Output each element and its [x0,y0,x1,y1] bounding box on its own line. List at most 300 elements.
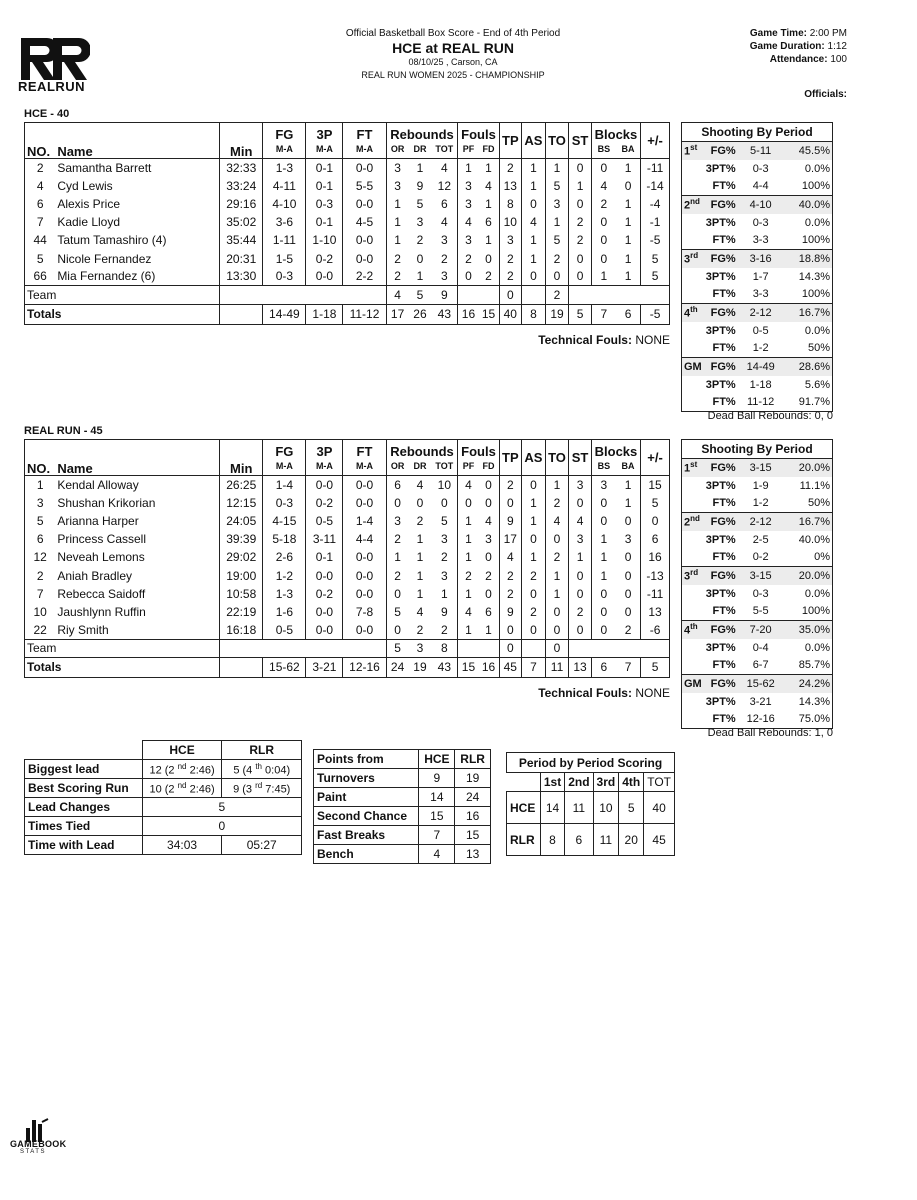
stat-tot: 4 [431,213,458,231]
sbp-stat-label: FT% [712,342,736,355]
period-col-header: 4th [619,773,644,792]
stat-pf: 1 [458,530,479,548]
date-location: 08/10/25 , Carson, CA [408,57,498,67]
stat-bs: 2 [591,195,616,213]
sbp-row [682,495,833,513]
stat-as: 0 [522,268,546,286]
player-number: 4 [25,177,56,195]
stat-pf: 1 [458,585,479,603]
stat-tp3: 1-10 [306,231,343,249]
stat-ft: 2-2 [343,268,386,286]
sbp-stat-label: FG% [703,459,737,477]
stat-plus-minus: -11 [641,159,670,177]
col-to: TO [545,123,568,159]
game-duration: 1:12 [827,41,847,52]
val: 2:46) [186,783,215,796]
sbp-stat-label: FG% [703,196,737,214]
hce-shooting-by-period [681,122,833,412]
stat-fd: 6 [478,213,499,231]
empty-cell [458,639,499,657]
stat-ba: 1 [616,213,641,231]
points-from-row [314,788,491,807]
sbp-percentage: 11.1% [799,479,830,492]
attendance: 100 [830,54,847,65]
sbp-row [682,376,833,394]
stat-to: 2 [545,548,568,566]
stat-or: 0 [386,494,409,512]
col-no: NO. [25,123,56,159]
sbp-made-attempted: 4-4 [752,180,769,193]
total-pf: 15 [458,657,479,677]
points-from-row [314,845,491,864]
stat-dr: 2 [416,513,424,528]
col-hce: HCE [419,750,455,769]
sup: rd [255,780,263,790]
player-name: Cyd Lewis [55,177,219,195]
stat-or: 3 [386,177,409,195]
stat-st: 0 [569,585,592,603]
total-to: 19 [545,304,568,324]
gamebook-sub: STATS [20,1149,46,1155]
sbp-made-attempted: 3-15 [737,567,785,585]
rlr-biggest-lead [222,760,302,779]
col-to: TO [545,440,568,476]
stat-as: 1 [522,512,546,530]
sbp-stat-label: 3PT% [705,695,736,708]
sbp-made-attempted: 3-21 [749,695,772,708]
stat-st: 2 [569,603,592,621]
box-header [25,440,670,476]
sbp-period [682,178,703,196]
sbp-row [682,322,833,340]
stat-ba: 1 [616,494,641,512]
stat-pf: 1 [458,548,479,566]
stat-fd: 1 [478,195,499,213]
stat-min: 29:02 [220,548,263,566]
col-st: ST [569,440,592,476]
sbp-period [682,196,703,214]
stat-fg: 2-6 [263,548,306,566]
col-rlr: RLR [222,741,302,760]
sbp-percentage: 14.3% [798,270,830,283]
sbp-stat-label: FT% [712,396,736,409]
total-dr: 26 [409,304,432,324]
sbp-stat-label: FG% [703,675,737,693]
sbp-stat-label: 3PT% [705,162,736,175]
stat-min: 12:15 [220,494,263,512]
sbp-period [682,675,703,693]
total-fd: 16 [478,657,499,677]
empty-cell [522,639,546,657]
stat-plus-minus: 15 [641,476,670,494]
player-row [25,566,670,584]
stat-ba: 0 [616,566,641,584]
period-score: 6 [565,824,593,856]
stat-as: 1 [522,177,546,195]
stat-tot: 5 [431,512,458,530]
sbp-percentage: 40.0% [785,196,833,214]
player-name: Shushan Krikorian [55,494,219,512]
stat-plus-minus: 6 [641,530,670,548]
player-row [25,476,670,494]
period-col-header: TOT [644,773,675,792]
sbp-percentage: 24.2% [785,675,833,693]
sbp-stat-label: 3PT% [705,216,736,229]
stat-min: 22:19 [220,603,263,621]
stat-to: 0 [545,268,568,286]
stat-tp: 17 [499,530,522,548]
player-number: 1 [25,476,56,494]
col-fg: FG [263,123,306,141]
period-suffix: st [690,460,698,470]
sbp-made-attempted: 14-49 [737,358,785,376]
game-meta [750,27,847,66]
sbp-row [682,142,833,160]
player-name: Neveah Lemons [55,548,219,566]
sub-tot: TOT [431,141,458,159]
sbp-row [682,513,833,531]
period-score: 11 [593,824,619,856]
stat-min: 16:18 [220,621,263,639]
val: 10 (2 [149,783,178,796]
sbp-made-attempted: 3-3 [752,288,769,301]
sbp-period [682,585,703,603]
sbp-row [682,459,833,477]
hce-team-title: HCE - 40 [24,108,70,120]
sbp-row [682,567,833,585]
empty-cell [522,286,546,304]
sbp-made-attempted: 1-2 [752,497,769,510]
total-fg: 14-49 [263,304,306,324]
sbp-stat-label: FT% [712,713,736,726]
team-dr: 3 [409,639,432,657]
stat-st: 3 [569,476,592,494]
stat-min: 19:00 [220,566,263,584]
stat-fd: 3 [478,530,499,548]
points-from-hce: 9 [419,769,455,788]
col-tp: TP [499,440,522,476]
points-from-rlr: 24 [455,788,491,807]
sbp-row [682,711,833,729]
sub-fg-ma: M-A [263,458,306,476]
sbp-percentage: 100% [801,605,830,618]
stat-pf: 2 [458,566,479,584]
sbp-made-attempted: 1-2 [752,342,769,355]
total-to: 11 [545,657,568,677]
sbp-period [682,358,703,376]
sbp-stat-label: 3PT% [705,378,736,391]
col-as: AS [522,123,546,159]
stat-min: 13:30 [220,268,263,286]
stat-plus-minus: 5 [641,268,670,286]
player-name: Kendal Alloway [55,476,219,494]
col-rebounds: Rebounds [386,123,458,141]
totals-row [25,657,670,677]
stat-tot: 12 [431,177,458,195]
stat-ba: 1 [616,231,641,249]
period-score: 11 [565,792,593,824]
stat-fg: 4-11 [263,177,306,195]
total-plus-minus: -5 [641,304,670,324]
stat-ba: 1 [616,476,641,494]
time-with-lead-row [25,836,302,855]
sbp-made-attempted: 12-16 [746,713,775,726]
stat-tp3: 0-0 [306,621,343,639]
team-row [25,639,670,657]
stat-label: Time with Lead [25,836,143,855]
col-fouls: Fouls [458,440,499,458]
stat-tp3: 0-3 [306,195,343,213]
stat-bs: 1 [591,566,616,584]
stat-bs: 1 [591,268,616,286]
team-tot: 9 [431,286,458,304]
stat-pf: 0 [458,494,479,512]
stat-as: 0 [522,195,546,213]
stat-or: 0 [386,585,409,603]
stat-tp: 2 [499,159,522,177]
player-row [25,585,670,603]
player-name: Tatum Tamashiro (4) [55,231,219,249]
sbp-period [682,495,703,513]
stat-fd: 2 [478,268,499,286]
sub-dr: DR [409,458,432,476]
period-team-row [507,824,675,856]
stat-tot: 6 [431,195,458,213]
period-suffix: th [690,622,698,632]
points-from-label: Second Chance [314,807,419,826]
stat-fd: 0 [478,249,499,267]
best-run-row [25,779,302,798]
stat-as: 4 [522,213,546,231]
rr-dead-ball-rebounds: Dead Ball Rebounds: 1, 0 [707,727,833,739]
stat-as: 1 [522,548,546,566]
stat-tp: 4 [499,548,522,566]
points-from-hce: 14 [419,788,455,807]
player-number: 3 [25,494,56,512]
rlr-best-run [222,779,302,798]
col-min: Min [220,123,263,159]
stat-fd: 6 [478,603,499,621]
sbp-stat-label: FT% [712,288,736,301]
period-header-row [507,773,675,792]
stat-fg: 4-10 [263,195,306,213]
sub-ba: BA [616,458,641,476]
team-or: 5 [386,639,409,657]
stat-tot: 0 [431,494,458,512]
player-number: 5 [25,512,56,530]
lead-changes-value: 5 [142,798,301,817]
stat-tp3: 0-1 [306,548,343,566]
col-fouls: Fouls [458,123,499,141]
player-number: 2 [25,566,56,584]
stat-tp: 2 [499,585,522,603]
points-from-row [314,826,491,845]
stat-min: 10:58 [220,585,263,603]
stat-to: 5 [545,231,568,249]
stat-ft: 0-0 [343,566,386,584]
stat-st: 0 [569,566,592,584]
stat-or: 3 [386,159,409,177]
rr-team-title: REAL RUN - 45 [24,425,103,437]
stat-bs: 0 [591,494,616,512]
stat-or: 1 [386,195,409,213]
sub-pf: PF [458,458,479,476]
stat-as: 1 [522,249,546,267]
stat-to: 1 [545,476,568,494]
stat-ba: 1 [616,159,641,177]
team-row [25,286,670,304]
sbp-period [682,232,703,250]
stat-fd: 0 [478,494,499,512]
stat-as: 0 [522,476,546,494]
player-row [25,177,670,195]
stat-ft: 7-8 [343,603,386,621]
stat-ft: 0-0 [343,476,386,494]
stat-label: Biggest lead [25,760,143,779]
col-rebounds: Rebounds [386,440,458,458]
stat-pf: 3 [458,231,479,249]
stat-tot: 3 [431,530,458,548]
period-number: 4 [684,308,691,321]
sbp-made-attempted: 3-15 [737,459,785,477]
stat-label: Times Tied [25,817,143,836]
stat-dr: 1 [416,160,424,175]
sbp-header-row [682,123,833,142]
sbp-stat-label: FT% [712,234,736,247]
sbp-percentage: 28.6% [785,358,833,376]
stat-ba: 0 [616,548,641,566]
sbp-made-attempted: 0-4 [752,641,769,654]
stat-st: 2 [569,213,592,231]
stat-plus-minus: 5 [641,249,670,267]
stat-st: 1 [569,177,592,195]
sbp-row [682,693,833,711]
sbp-row [682,160,833,178]
stat-fg: 1-6 [263,603,306,621]
player-name: Jaushlynn Ruffin [55,603,219,621]
points-from-label: Paint [314,788,419,807]
stat-tp: 0 [499,494,522,512]
stat-fd: 1 [478,231,499,249]
stat-tot: 3 [431,268,458,286]
stat-or: 1 [386,231,409,249]
sub-tot: TOT [431,458,458,476]
stat-plus-minus: 13 [641,603,670,621]
stat-bs: 3 [591,476,616,494]
sbp-row [682,394,833,412]
stat-tot: 2 [431,621,458,639]
points-from-label: Bench [314,845,419,864]
stat-ft: 0-0 [343,249,386,267]
sbp-percentage: 91.7% [798,396,830,409]
stat-tp3: 0-1 [306,177,343,195]
sbp-percentage: 14.3% [798,695,830,708]
stat-label: Lead Changes [25,798,143,817]
player-row [25,548,670,566]
stat-tp3: 0-0 [306,603,343,621]
sub-or: OR [386,458,409,476]
sbp-stat-label: 3PT% [705,533,736,546]
sbp-row [682,250,833,268]
stat-ft: 0-0 [343,231,386,249]
stat-fg: 4-15 [263,512,306,530]
player-row [25,530,670,548]
stat-st: 0 [569,621,592,639]
sbp-percentage: 20.0% [785,567,833,585]
col-plus-minus: +/- [641,440,670,476]
period-suffix: rd [690,251,699,261]
stat-tp: 8 [499,195,522,213]
empty-cell [220,657,263,677]
stat-to: 2 [545,494,568,512]
sbp-row [682,549,833,567]
period-number: 2 [684,200,691,213]
period-suffix: st [690,143,698,153]
player-name: Samantha Barrett [55,159,219,177]
stat-fd: 1 [478,621,499,639]
stat-pf: 4 [458,603,479,621]
points-from-rlr: 16 [455,807,491,826]
stat-ft: 0-0 [343,195,386,213]
points-from-row [314,769,491,788]
stat-as: 0 [522,530,546,548]
sbp-percentage: 40.0% [798,533,830,546]
team-dr: 5 [409,286,432,304]
stat-to: 5 [545,177,568,195]
stat-tp: 10 [499,213,522,231]
sub-ft-ma: M-A [343,458,386,476]
stat-fd: 4 [478,177,499,195]
stat-tp3: 0-0 [306,268,343,286]
sub-3p-ma: M-A [306,458,343,476]
gamebook-brand: GAMEBOOK [10,1139,67,1149]
sub-3p-ma: M-A [306,141,343,159]
player-number: 44 [25,231,56,249]
col-name: Name [55,440,219,476]
total-tp3: 3-21 [306,657,343,677]
sbp-title: Shooting By Period [682,440,833,459]
sbp-stat-label: 3PT% [705,270,736,283]
sbp-period [682,549,703,567]
sbp-row [682,621,833,639]
stat-bs: 0 [591,621,616,639]
stat-as: 2 [522,603,546,621]
points-from-hce: 7 [419,826,455,845]
sbp-stat-label: FG% [703,513,737,531]
times-tied-row [25,817,302,836]
period-number: 3 [684,254,691,267]
stat-tp3: 0-1 [306,213,343,231]
sbp-period [682,250,703,268]
hce-biggest-lead [142,760,222,779]
period-team: RLR [507,824,541,856]
total-ba: 7 [616,657,641,677]
stat-st: 0 [569,195,592,213]
period-suffix: nd [690,197,700,207]
sbp-title: Shooting By Period [682,123,833,142]
player-name: Riy Smith [55,621,219,639]
sub-ba: BA [616,141,641,159]
sbp-period [682,340,703,358]
stat-to: 1 [545,159,568,177]
sbp-made-attempted: 2-5 [752,533,769,546]
stat-ft: 4-4 [343,530,386,548]
sbp-row [682,214,833,232]
sbp-percentage: 100% [801,234,830,247]
stat-ba: 2 [616,621,641,639]
sbp-percentage: 0.0% [804,587,830,600]
stat-bs: 1 [591,548,616,566]
